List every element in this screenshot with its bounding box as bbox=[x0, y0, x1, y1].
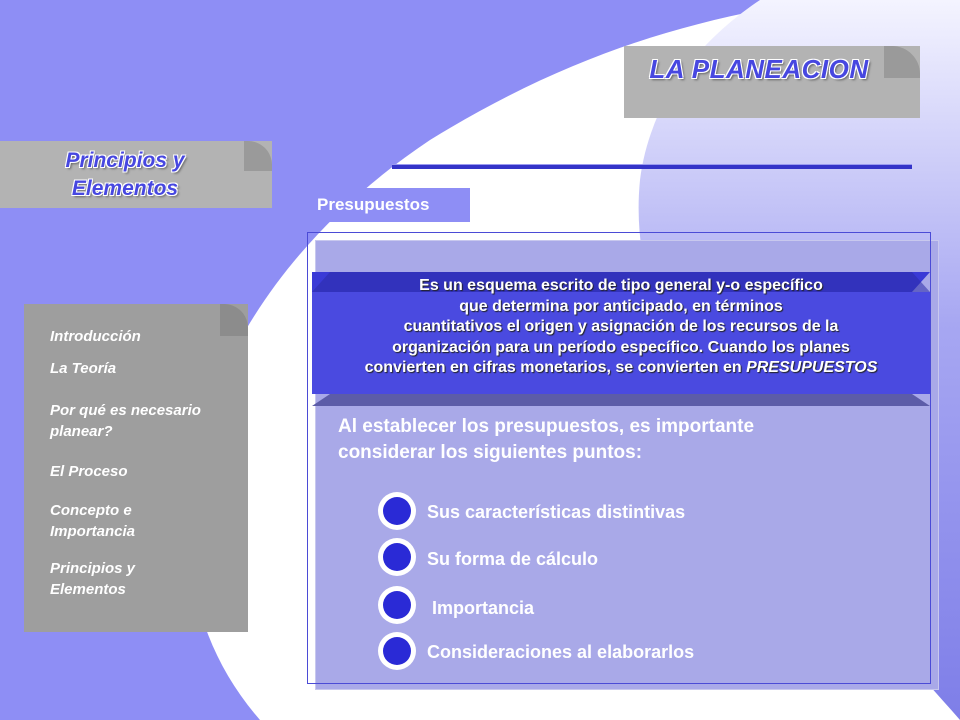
nav-item-label: Por qué es necesario bbox=[50, 402, 201, 419]
definition-line1: Es un esquema escrito de tipo general y-o específico bbox=[419, 277, 823, 294]
intro-line2: considerar los siguientes puntos: bbox=[338, 442, 643, 463]
nav-menu bbox=[24, 304, 248, 632]
point-consideraciones[interactable]: Consideraciones al elaborarlos bbox=[427, 642, 695, 662]
definition-line4: organización para un período específico. Cuando los planes bbox=[392, 338, 850, 356]
title-divider bbox=[392, 164, 912, 169]
nav-item-el-proceso[interactable] bbox=[50, 461, 128, 482]
bullet-icon bbox=[378, 586, 416, 624]
title-box bbox=[624, 46, 920, 118]
definition-line2: que determina por anticipado, en términos bbox=[459, 297, 783, 315]
definition-banner bbox=[312, 272, 930, 406]
definition-text bbox=[312, 276, 930, 379]
section-heading-line2: Elementos bbox=[71, 177, 179, 200]
nav-item-label: Concepto e bbox=[50, 502, 132, 519]
section-heading-box bbox=[0, 141, 272, 208]
nav-item-concepto-importancia[interactable] bbox=[50, 500, 135, 542]
definition-line5-prefix: convierten en cifras monetarios, se convierten en bbox=[364, 359, 747, 376]
intro-line1: Al establecer los presupuestos, es importante bbox=[338, 416, 755, 437]
definition-line5 bbox=[312, 358, 930, 379]
intro-text bbox=[338, 414, 858, 466]
point-caracteristicas[interactable]: Sus características distintivas bbox=[427, 502, 686, 522]
nav-item-por-que-planear[interactable] bbox=[50, 400, 201, 442]
point-importancia[interactable]: Importancia bbox=[432, 598, 535, 618]
bullet-icon bbox=[378, 632, 416, 670]
nav-corner bbox=[220, 304, 248, 336]
nav-item-label: planear? bbox=[50, 423, 113, 440]
nav-item-label: Elementos bbox=[50, 581, 126, 598]
point-forma-calculo[interactable]: Su forma de cálculo bbox=[427, 549, 599, 569]
bullet-icon bbox=[378, 492, 416, 530]
definition-line3: cuantitativos el origen y asignación de los recursos de la bbox=[403, 318, 839, 335]
nav-item-principios-elementos[interactable] bbox=[50, 558, 135, 600]
page-title: LA PLANEACION bbox=[649, 54, 869, 84]
section-heading-line1: Principios y bbox=[65, 149, 185, 172]
nav-item-label: El Proceso bbox=[50, 463, 128, 480]
bullet-icon bbox=[378, 538, 416, 576]
section-heading bbox=[0, 147, 250, 203]
nav-item-introduccion[interactable] bbox=[50, 326, 141, 347]
nav-item-label: Principios y bbox=[50, 560, 136, 577]
nav-item-label: La Teoría bbox=[50, 360, 117, 377]
nav-item-la-teoria[interactable] bbox=[50, 358, 116, 379]
tab-presupuestos: Presupuestos bbox=[307, 188, 470, 222]
nav-item-label: Importancia bbox=[50, 523, 136, 540]
definition-emphasis: PRESUPUESTOS bbox=[746, 359, 878, 376]
nav-item-label: Introducción bbox=[50, 328, 141, 345]
